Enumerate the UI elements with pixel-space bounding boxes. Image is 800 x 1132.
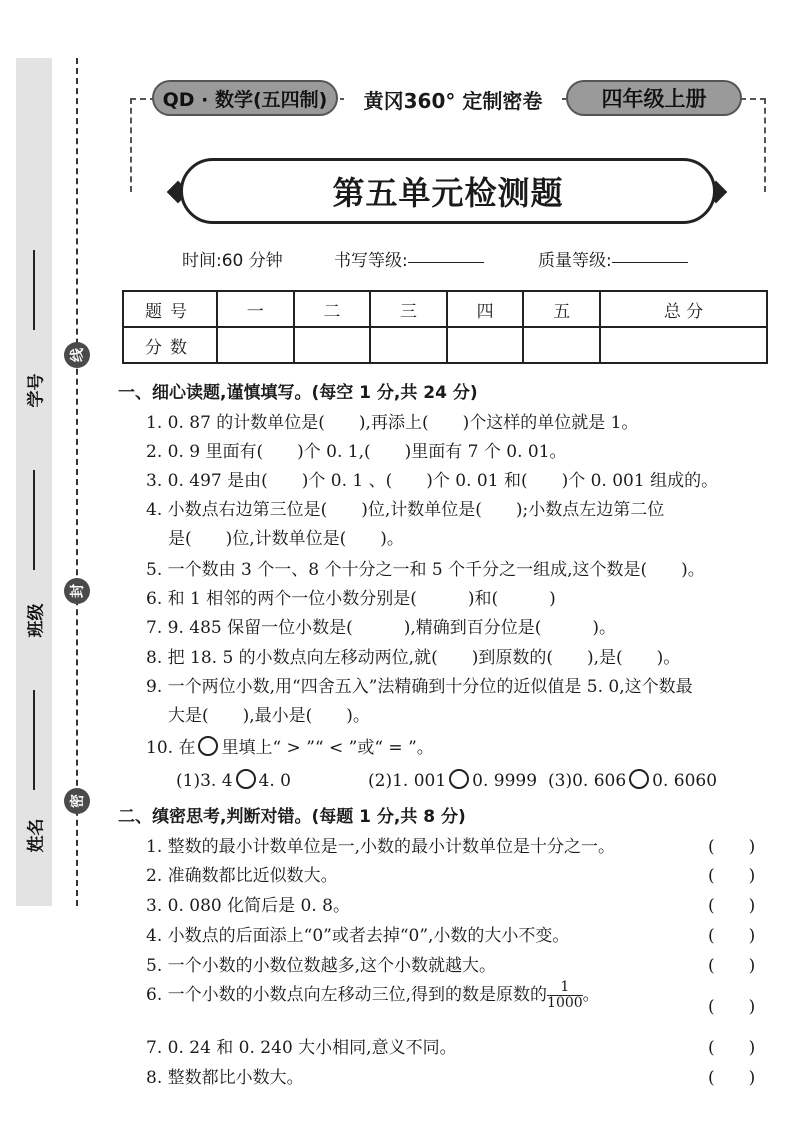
judge-item-5: 5. 一个小数的小数位数越多,这个小数就越大。 [146,956,497,976]
compare-item-2: (2)1. 001 0. 9999 [368,771,538,791]
quality-grade: 质量等级: [538,246,612,271]
question-1-7: 7. 9. 485 保留一位小数是( ),精确到百分位是( )。 [146,618,617,638]
question-1-1: 1. 0. 87 的计数单位是( ),再添上( )个这样的单位就是 1。 [146,413,639,433]
question-1-4a: 4. 小数点右边第三位是( )位,计数单位是( );小数点左边第二位 [146,500,665,520]
student-id-field [16,330,52,450]
judge-item-4: 4. 小数点的后面添上“0”或者去掉“0”,小数的大小不变。 [146,926,570,946]
question-1-2: 2. 0. 9 里面有( )个 0. 1,( )里面有 7 个 0. 01。 [146,442,567,462]
name-field [16,780,52,890]
row-label-score: 分数 [123,327,217,363]
judge-item-7: 7. 0. 24 和 0. 240 大小相同,意义不同。 [146,1038,457,1058]
judge-answer-6[interactable]: ( ) [708,997,756,1017]
section2-heading: 二、缜密思考,判断对错。(每题 1 分,共 8 分) [118,807,466,827]
name-line [33,690,35,790]
score-cell-5[interactable] [523,327,600,363]
seal-seal-mark: 封 [64,578,90,604]
judge-answer-5[interactable]: ( ) [708,956,756,976]
judge-item-6: 6. 一个小数的小数点向左移动三位,得到的数是原数的 $\frac{1}{1000}$ 。 [146,979,600,1011]
question-1-8: 8. 把 18. 5 的小数点向左移动两位,就( )到原数的( ),是( )。 [146,648,681,668]
col-2: 二 [294,291,371,327]
score-cell-2[interactable] [294,327,371,363]
quality-grade-blank[interactable] [612,246,688,263]
compare-blank-1[interactable] [236,769,256,789]
name-label: 姓名 [26,818,47,852]
section1-heading: 一、细心读题,谨慎填写。(每空 1 分,共 24 分) [118,383,478,403]
student-id-label: 学号 [26,373,47,407]
question-1-5: 5. 一个数由 3 个一、8 个十分之一和 5 个千分之一组成,这个数是( )。 [146,560,705,580]
compare-item-1: (1)3. 4 4. 0 [176,771,291,791]
score-cell-3[interactable] [370,327,447,363]
writing-grade-blank[interactable] [408,246,484,263]
compare-circle-icon [198,736,218,756]
student-id-line [33,250,35,330]
judge-item-8: 8. 整数都比小数大。 [146,1068,304,1088]
col-4: 四 [447,291,524,327]
question-1-4b: 是( )位,计数单位是( )。 [168,529,404,549]
judge-item-2: 2. 准确数都比近似数大。 [146,866,338,886]
grade-badge: 四年级上册 [566,80,742,116]
judge-item-1: 1. 整数的最小计数单位是一,小数的最小计数单位是十分之一。 [146,837,616,857]
judge-answer-4[interactable]: ( ) [708,926,756,946]
score-cell-4[interactable] [447,327,524,363]
question-1-6: 6. 和 1 相邻的两个一位小数分别是( )和( ) [146,589,556,609]
series-badge: QD · 数学(五四制) [152,80,338,116]
page-title: 第五单元检测题 [180,158,716,224]
question-1-9a: 9. 一个两位小数,用“四舍五入”法精确到十分位的近似值是 5. 0,这个数最 [146,677,693,697]
cut-line [76,58,78,906]
seal-line-mark: 线 [64,342,90,368]
score-table [122,290,768,364]
class-line [33,470,35,570]
question-1-9b: 大是( ),最小是( )。 [168,706,370,726]
compare-blank-2[interactable] [449,769,469,789]
fraction-one-thousandth: $\frac{1}{1000}$ [547,979,583,1011]
exam-meta [182,246,722,272]
judge-answer-7[interactable]: ( ) [708,1038,756,1058]
score-cell-total[interactable] [600,327,767,363]
judge-item-3: 3. 0. 080 化简后是 0. 8。 [146,896,350,916]
judge-answer-3[interactable]: ( ) [708,896,756,916]
exam-time: 时间:60 分钟 [182,251,283,271]
score-cell-1[interactable] [217,327,294,363]
writing-grade: 书写等级: [334,246,408,271]
score-table-score-row [123,327,767,363]
col-1: 一 [217,291,294,327]
compare-blank-3[interactable] [629,769,649,789]
col-5: 五 [523,291,600,327]
compare-item-3: (3)0. 606 0. 6060 [548,771,718,791]
col-3: 三 [370,291,447,327]
class-field [16,560,52,680]
brand-name: 黄冈360° 定制密卷 [344,82,562,116]
question-1-10: 10. 在 里填上“ > ”“ < ”或“ = ”。 [146,738,434,758]
judge-answer-8[interactable]: ( ) [708,1068,756,1088]
judge-answer-1[interactable]: ( ) [708,837,756,857]
class-label: 班级 [26,603,47,637]
score-table-header-row [123,291,767,327]
question-1-3: 3. 0. 497 是由( )个 0. 1 、( )个 0. 01 和( )个 0. 001 组成的。 [146,471,719,491]
judge-answer-2[interactable]: ( ) [708,866,756,886]
col-total: 总 分 [600,291,767,327]
row-label-question: 题号 [123,291,217,327]
seal-secret-mark: 密 [64,788,90,814]
